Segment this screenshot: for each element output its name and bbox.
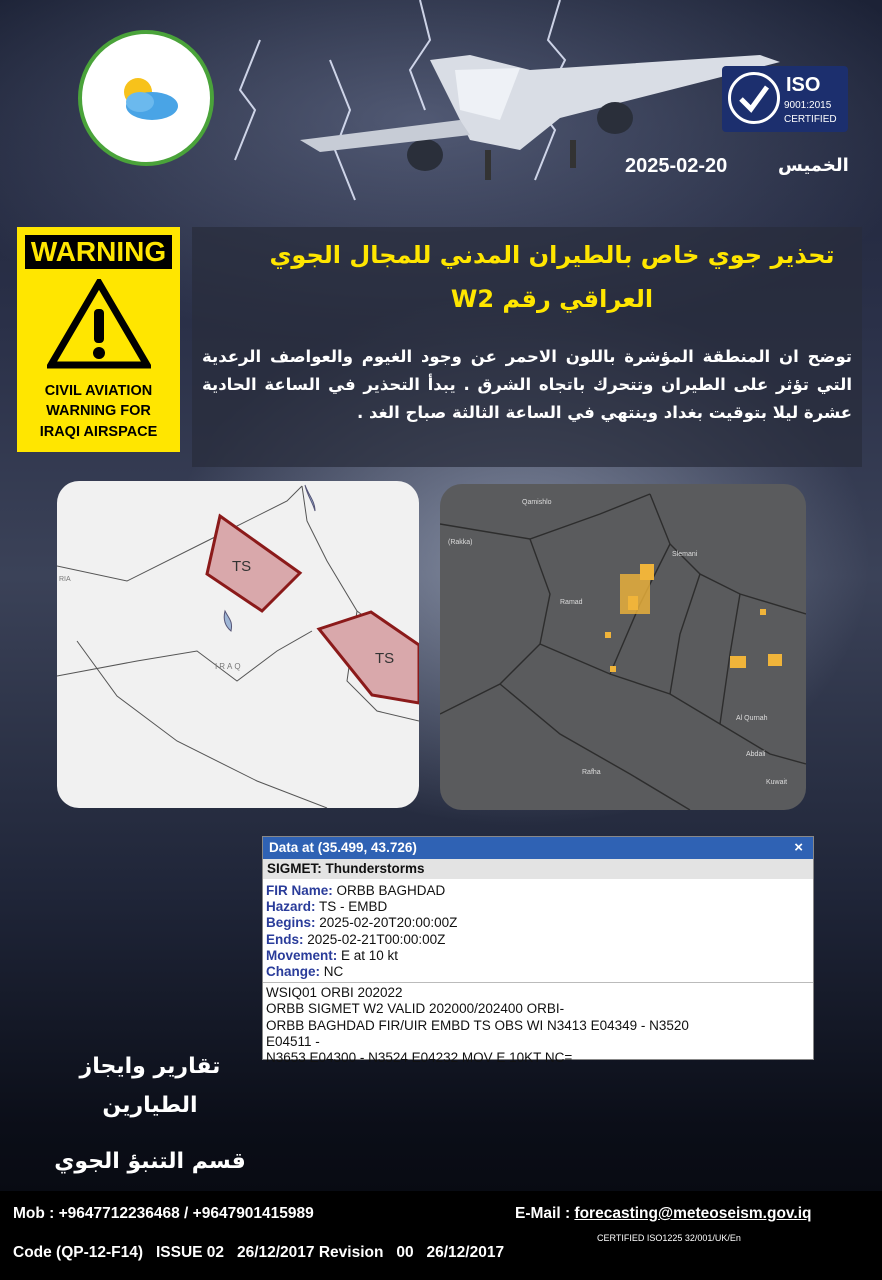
sigmet-popup xyxy=(262,836,814,1066)
footer-mobile: Mob : +9647712236468 / +9647901415989 xyxy=(13,1205,314,1222)
popup-header xyxy=(263,837,813,859)
place-label: Kuwait xyxy=(766,779,788,786)
raw-line: ORBB BAGHDAD FIR/UIR EMBD TS OBS WI N3413 E04349 - N3520 xyxy=(266,1017,689,1033)
checkmark-icon xyxy=(728,72,780,124)
warning-title-line2: العراقي رقم W2 xyxy=(450,285,654,313)
popup-subheader: SIGMET: Thunderstorms xyxy=(263,859,813,879)
sigmet-field-row: Ends: 2025-02-21T00:00:00Z xyxy=(266,931,446,947)
popup-title: Data at (35.499, 43.726) xyxy=(269,840,417,855)
warning-header: WARNING xyxy=(25,235,172,269)
iso-certified-badge xyxy=(722,66,848,132)
raw-line: N3653 E04300 - N3524 E04232 MOV E 10KT NC= xyxy=(266,1050,573,1066)
forecast-department: قسم التنبؤ الجوي xyxy=(54,1149,246,1174)
lightning-bolt xyxy=(235,40,260,160)
sigmet-field-row: Change: NC xyxy=(266,964,344,980)
warning-caption-line: WARNING FOR xyxy=(46,403,151,419)
pilot-reports-line1: تقارير وايجاز xyxy=(79,1054,221,1079)
place-label: Al Qurnah xyxy=(736,715,768,722)
footer-certified: CERTIFIED ISO1225 32/001/UK/En xyxy=(597,1233,741,1243)
place-label: Rafha xyxy=(582,769,601,776)
footer-code-line: Code (QP-12-F14) ISSUE 02 26/12/2017 Revision 00 26/12/2017 xyxy=(13,1244,505,1261)
sigmet-field-row: Hazard: TS - EMBD xyxy=(266,899,388,915)
place-label: Abdali xyxy=(746,751,766,758)
sigmet-fields xyxy=(263,879,813,980)
pilot-reports-line2: الطيارين xyxy=(102,1093,198,1118)
place-label: Slemani xyxy=(672,551,698,558)
raw-line: WSIQ01 ORBI 202022 xyxy=(266,985,403,1001)
ts-area-label: TS xyxy=(232,558,252,575)
raw-line: E04511 - xyxy=(266,1033,320,1049)
sigmet-field-row: FIR Name: ORBB BAGHDAD xyxy=(266,883,446,898)
cloud-sun-icon xyxy=(112,68,182,128)
warning-sign xyxy=(17,227,180,452)
day-name: الخميس xyxy=(778,155,849,176)
lightning-bolt xyxy=(410,0,430,110)
iso-title: ISO xyxy=(786,74,821,96)
issue-date: 2025-02-20 xyxy=(625,155,728,177)
sigmet-field-row: Movement: E at 10 kt xyxy=(266,947,399,963)
ts-area-polygon xyxy=(319,612,419,703)
footer-email xyxy=(515,1205,811,1223)
lightning-bolt xyxy=(330,60,355,200)
lightning-strikes xyxy=(605,564,782,672)
sigmet-raw-text xyxy=(263,982,813,1066)
sigmet-map-drawing xyxy=(57,481,419,808)
lightning-radar-map xyxy=(440,484,806,810)
iso-status: CERTIFIED xyxy=(784,114,837,125)
warning-triangle-icon xyxy=(47,279,151,369)
iso-standard: 9001:2015 xyxy=(784,100,832,111)
edge-label: RIA xyxy=(59,576,71,583)
sigmet-area-map xyxy=(57,481,419,808)
warning-title-line1: تحذير جوي خاص بالطيران المدني للمجال الجوي xyxy=(269,241,835,269)
ts-area-polygon xyxy=(207,516,300,611)
email-link[interactable]: forecasting@meteoseism.gov.iq xyxy=(574,1205,812,1222)
close-icon[interactable]: × xyxy=(794,839,803,856)
raw-line: ORBB SIGMET W2 VALID 202000/202400 ORBI- xyxy=(266,1001,565,1017)
sigmet-field-row: Begins: 2025-02-20T20:00:00Z xyxy=(266,915,458,931)
place-label: Qamishlo xyxy=(522,499,552,506)
organization-logo xyxy=(78,30,214,166)
country-label: IRAQ xyxy=(215,662,243,671)
ts-area-label: TS xyxy=(375,650,395,667)
place-label: Ramad xyxy=(560,599,583,606)
place-label: (Rakka) xyxy=(448,539,473,546)
warning-caption-line: CIVIL AVIATION xyxy=(44,383,153,399)
warning-caption-line: IRAQI AIRSPACE xyxy=(39,424,158,440)
warning-description: توضح ان المنطقة المؤشرة باللون الاحمر عن وجود الغيوم والعواصف الرعدية التي تؤثر على الطيران وتتحرك باتجاه الشرق . يبدأ التحذير في الساعة الحادية عشرة ليلا بتوقيت بغداد وينتهي في الساعة الثالثة صباح الغد . xyxy=(202,347,852,422)
lightning-map-drawing xyxy=(440,484,806,810)
email-label: E-Mail : xyxy=(515,1205,575,1222)
